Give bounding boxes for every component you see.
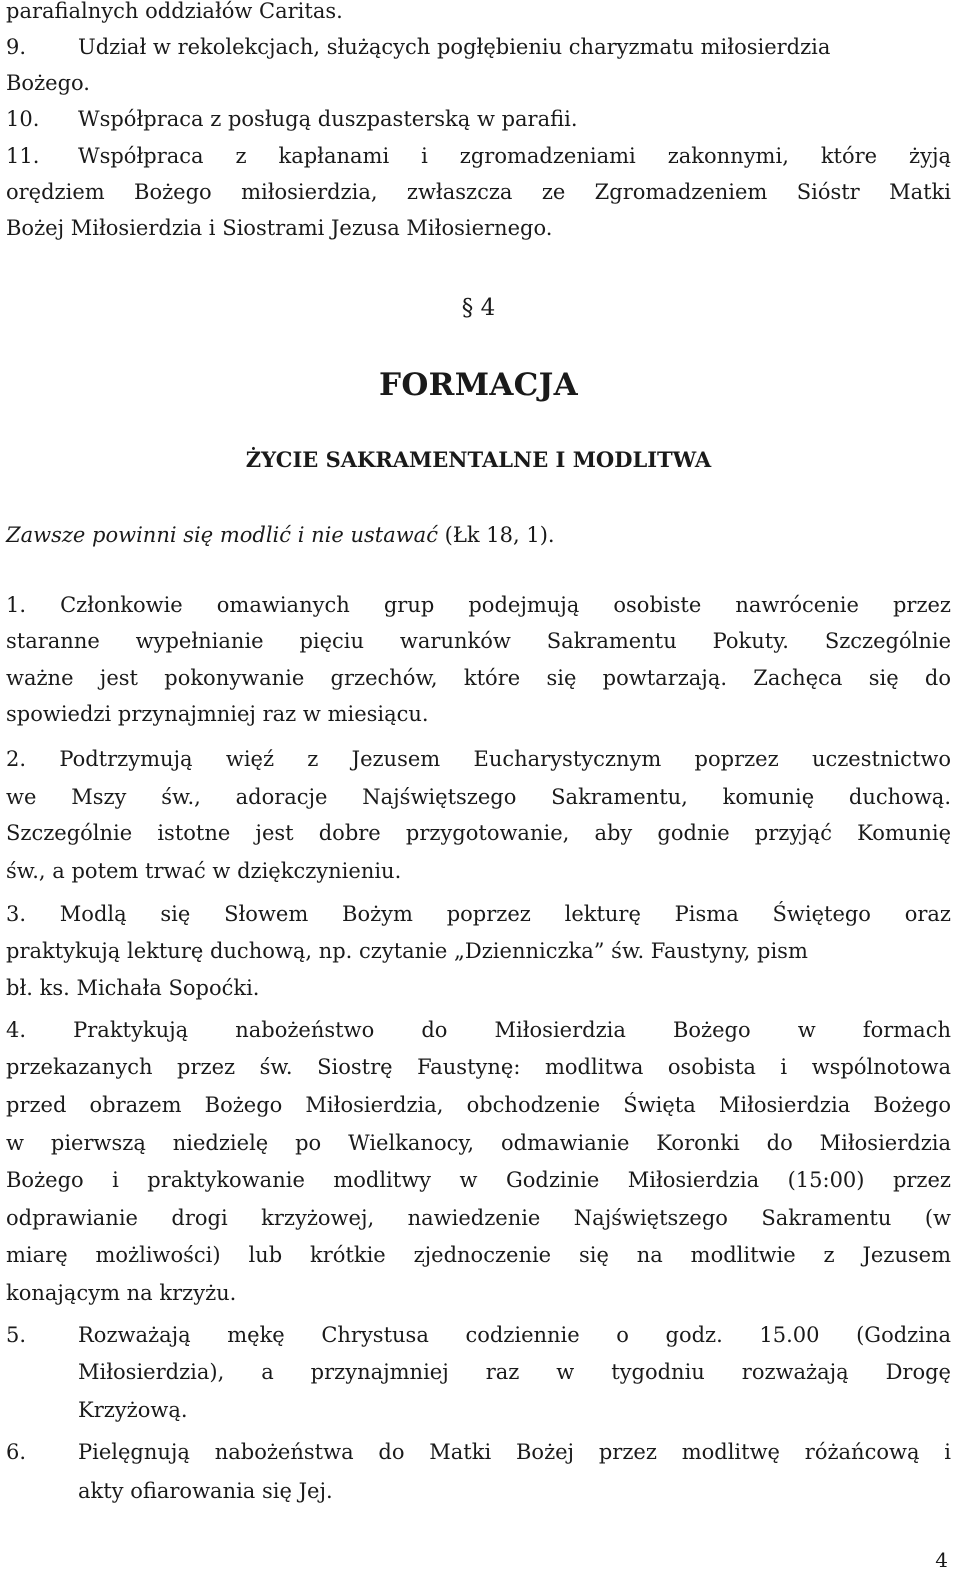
item-number: 9.	[6, 35, 27, 59]
text-line: orędziem Bożego miłosierdzia, zwłaszcza ze Zgromadzeniem Sióstr Matki	[6, 180, 951, 204]
list-item-11	[6, 141, 951, 171]
motto-quote: Zawsze powinni się modlić i nie ustawać	[6, 523, 438, 547]
item-text: Współpraca z posługą duszpasterską w parafii.	[78, 107, 578, 131]
text-line: Miłosierdzia), a przynajmniej raz w tygodniu rozważają Drogę	[78, 1360, 951, 1384]
list-item-9	[6, 32, 830, 62]
text-line: św., a potem trwać w dziękczynieniu.	[6, 859, 402, 883]
item-text: Udział w rekolekcjach, służących pogłębieniu charyzmatu miłosierdzia	[78, 35, 831, 59]
section-symbol: §	[461, 295, 474, 321]
text-line: przekazanych przez św. Siostrę Faustynę: modlitwa osobista i wspólnotowa	[6, 1055, 951, 1079]
section-number	[6, 295, 951, 321]
item-number: 10.	[6, 107, 40, 131]
item-number: 11.	[6, 144, 40, 168]
item-text: Pielęgnują nabożeństwa do Matki Bożej przez modlitwę różańcową i	[78, 1440, 951, 1464]
motto	[6, 520, 555, 550]
text-line: bł. ks. Michała Sopoćki.	[6, 976, 260, 1000]
list-item-10	[6, 104, 578, 134]
text-line: 1. Członkowie omawianych grup podejmują osobiste nawrócenie przez	[6, 593, 951, 617]
text-line: Szczególnie istotne jest dobre przygotowanie, aby godnie przyjąć Komunię	[6, 821, 951, 845]
text-line: 2. Podtrzymują więź z Jezusem Eucharystycznym poprzez uczestnictwo	[6, 747, 951, 771]
text-line: Krzyżową.	[78, 1398, 188, 1422]
text-line: Bożego i praktykowanie modlitwy w Godzinie Miłosierdzia (15:00) przez	[6, 1168, 951, 1192]
motto-reference: (Łk 18, 1).	[444, 523, 555, 547]
text-line: miarę możliwości) lub krótkie zjednoczenie się na modlitwie z Jezusem	[6, 1243, 951, 1267]
text-line: we Mszy św., adoracje Najświętszego Sakramentu, komunię duchową.	[6, 785, 951, 809]
text-line: Bożego.	[6, 71, 90, 95]
text-line: staranne wypełnianie pięciu warunków Sakramentu Pokuty. Szczególnie	[6, 629, 951, 653]
text-line: ważne jest pokonywanie grzechów, które się powtarzają. Zachęca się do	[6, 666, 951, 690]
text-line: akty ofiarowania się Jej.	[78, 1479, 333, 1503]
page-number: 4	[935, 1548, 948, 1572]
page-title: FORMACJA	[379, 367, 578, 403]
item-number: 5.	[6, 1323, 27, 1347]
item-number: 6.	[6, 1440, 27, 1464]
text-line: przed obrazem Bożego Miłosierdzia, obchodzenie Święta Miłosierdzia Bożego	[6, 1093, 951, 1117]
text-line: w pierwszą niedzielę po Wielkanocy, odmawianie Koronki do Miłosierdzia	[6, 1131, 951, 1155]
text-line: konającym na krzyżu.	[6, 1281, 237, 1305]
text-line: 4. Praktykują nabożeństwo do Miłosierdzia Bożego w formach	[6, 1018, 951, 1042]
list-item-5	[6, 1320, 951, 1350]
text-line: parafialnych oddziałów Caritas.	[6, 0, 343, 23]
text-line: Bożej Miłosierdzia i Siostrami Jezusa Miłosiernego.	[6, 216, 553, 240]
item-text: Współpraca z kapłanami i zgromadzeniami zakonnymi, które żyją	[78, 144, 951, 168]
text-line: spowiedzi przynajmniej raz w miesiącu.	[6, 702, 429, 726]
text-line: 3. Modlą się Słowem Bożym poprzez lekturę Pisma Świętego oraz	[6, 902, 951, 926]
section-value: 4	[480, 295, 496, 321]
subheading: ŻYCIE SAKRAMENTALNE I MODLITWA	[245, 447, 712, 472]
item-text: Rozważają mękę Chrystusa codziennie o godz. 15.00 (Godzina	[78, 1323, 951, 1347]
text-line: odprawianie drogi krzyżowej, nawiedzenie Najświętszego Sakramentu (w	[6, 1206, 951, 1230]
list-item-6	[6, 1437, 951, 1467]
text-line: praktykują lekturę duchową, np. czytanie „Dzienniczka” św. Faustyny, pism	[6, 939, 808, 963]
